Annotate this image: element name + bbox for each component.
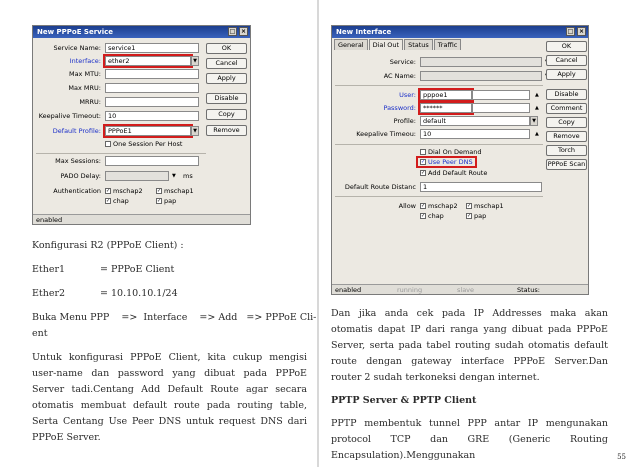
- service-label: Service:: [389, 58, 416, 66]
- add-default-route-checkbox[interactable]: [420, 169, 487, 177]
- checkbox-icon: [420, 149, 426, 155]
- default-route-distance-field[interactable]: 1: [420, 182, 542, 192]
- ok-button[interactable]: OK: [546, 41, 587, 52]
- dropdown-arrow-icon[interactable]: ▼: [191, 126, 199, 136]
- collapse-arrow-icon[interactable]: ▲: [535, 131, 539, 137]
- dropdown-arrow-icon[interactable]: ▼: [172, 173, 176, 179]
- remove-button[interactable]: Remove: [546, 131, 587, 142]
- pppoe-service-window: [32, 25, 251, 225]
- one-session-checkbox[interactable]: [105, 140, 182, 148]
- add-default-route-label: Add Default Route: [428, 169, 488, 177]
- divider: [36, 153, 206, 154]
- password-field[interactable]: ******: [420, 103, 472, 113]
- paragraph: Untuk konfigurasi PPPoE Client, kita cukup mengisi user-name dan password yang dibuat pada PPPoE Server tadi.Centang Add Default Route agar secara otomatis membuat default route pada routing table, Serta Centang Use Peer DNS untuk request DNS dari PPPoE Server.: [32, 352, 307, 443]
- column-divider: [317, 0, 319, 467]
- copy-button[interactable]: Copy: [206, 109, 247, 120]
- window-titlebar: [332, 26, 588, 38]
- tab-general[interactable]: General: [334, 39, 368, 50]
- max-mtu-field[interactable]: [105, 69, 199, 79]
- status-label: Status:: [517, 286, 540, 294]
- service-field[interactable]: [420, 57, 542, 67]
- divider: [335, 144, 543, 145]
- checkmark-icon: ✓: [421, 170, 426, 176]
- allow-mschap2-label: mschap2: [428, 202, 458, 210]
- dial-on-demand-label: Dial On Demand: [428, 148, 482, 156]
- tab-traffic[interactable]: Traffic: [434, 39, 462, 50]
- user-field[interactable]: pppoe1: [420, 90, 472, 100]
- keepalive-field[interactable]: 10: [420, 129, 530, 139]
- keepalive-field[interactable]: 10: [105, 111, 199, 121]
- apply-button[interactable]: Apply: [206, 73, 247, 84]
- service-name-label: Service Name:: [53, 44, 101, 52]
- auth-mschap2-label: mschap2: [113, 187, 143, 195]
- auth-mschap1-label: mschap1: [164, 187, 194, 195]
- ether1-label: Ether1: [32, 264, 66, 275]
- window-titlebar: [33, 26, 250, 38]
- tab-strip: [334, 39, 462, 50]
- maximize-icon[interactable]: □: [229, 28, 236, 35]
- keepalive-label: Keepalive Timeou:: [356, 130, 416, 138]
- window-title: New PPPoE Service: [37, 28, 114, 36]
- status-slave: slave: [457, 286, 475, 294]
- close-icon[interactable]: ×: [578, 28, 585, 35]
- profile-label: Profile:: [393, 117, 416, 125]
- max-mtu-label: Max MTU:: [68, 70, 101, 78]
- torch-button[interactable]: Torch: [546, 145, 587, 156]
- auth-pap-label: pap: [164, 197, 177, 205]
- right-text-column: [331, 306, 608, 464]
- one-session-label: One Session Per Host: [113, 140, 183, 148]
- use-peer-dns-label: Use Peer DNS: [428, 158, 473, 166]
- checkmark-icon: ✓: [106, 188, 111, 194]
- window-title: New Interface: [336, 28, 392, 36]
- max-sessions-field[interactable]: [105, 156, 199, 166]
- max-sessions-label: Max Sessions:: [55, 157, 101, 165]
- dropdown-arrow-icon[interactable]: ▼: [530, 116, 538, 126]
- checkbox-icon: [105, 141, 111, 147]
- ether2-value: = 10.10.10.1/24: [100, 288, 178, 299]
- divider: [335, 196, 543, 197]
- max-mru-field[interactable]: [105, 83, 199, 93]
- paragraph: PPTP membentuk tunnel PPP antar IP mengunakan protocol TCP dan GRE (Generic Routing Encapsulation).Menggunakan: [331, 418, 608, 461]
- pado-unit: ms: [183, 172, 193, 180]
- allow-mschap2-checkbox[interactable]: [420, 202, 458, 210]
- auth-chap-checkbox[interactable]: [105, 197, 129, 205]
- cancel-button[interactable]: Cancel: [206, 58, 247, 69]
- default-profile-label: Default Profile:: [52, 127, 101, 135]
- paragraph: Dan jika anda cek pada IP Addresses maka akan otomatis dapat IP dari ranga yang dibuat pada PPPoE Server, serta pada tabel routing sudah otomatis default route dengan gateway interface PPPoE Server.Dan router 2 sudah terkoneksi dengan internet.: [331, 308, 608, 383]
- pppoe-scan-button[interactable]: PPPoE Scan: [547, 160, 586, 168]
- checkmark-icon: ✓: [467, 213, 472, 219]
- collapse-arrow-icon[interactable]: ▲: [535, 92, 539, 98]
- status-bar: [33, 214, 250, 224]
- interface-label: Interface:: [69, 57, 101, 65]
- pado-delay-field[interactable]: [105, 171, 169, 181]
- ac-name-label: AC Name:: [383, 72, 416, 80]
- max-mru-label: Max MRU:: [68, 84, 101, 92]
- auth-chap-label: chap: [113, 197, 129, 205]
- close-icon[interactable]: ×: [240, 28, 247, 35]
- allow-mschap1-label: mschap1: [474, 202, 504, 210]
- status-running: running: [397, 286, 423, 294]
- status-bar: [332, 284, 588, 294]
- checkmark-icon: ✓: [157, 188, 162, 194]
- auth-pap-checkbox[interactable]: [156, 197, 176, 205]
- allow-chap-label: chap: [428, 212, 444, 220]
- password-field-rest[interactable]: [472, 103, 530, 113]
- allow-pap-label: pap: [474, 212, 487, 220]
- new-interface-window: [331, 25, 589, 295]
- profile-field[interactable]: default: [420, 116, 530, 126]
- apply-button[interactable]: Apply: [546, 69, 587, 80]
- dropdown-arrow-icon[interactable]: ▼: [191, 56, 199, 66]
- user-field-rest[interactable]: [472, 90, 530, 100]
- checkmark-icon: ✓: [421, 213, 426, 219]
- ether1-value: = PPPoE Client: [100, 264, 175, 275]
- page-number: 55: [617, 453, 626, 461]
- auth-mschap2-checkbox[interactable]: [105, 187, 143, 195]
- checkmark-icon: ✓: [421, 203, 426, 209]
- password-label: Password:: [383, 104, 416, 112]
- mrru-label: MRRU:: [79, 98, 101, 106]
- disable-button[interactable]: Disable: [546, 89, 587, 100]
- divider: [335, 85, 543, 86]
- collapse-arrow-icon[interactable]: ▲: [535, 105, 539, 111]
- user-label: User:: [399, 91, 416, 99]
- left-text-column: [32, 238, 317, 446]
- remove-button[interactable]: Remove: [206, 125, 247, 136]
- tab-status[interactable]: Status: [404, 39, 433, 50]
- paragraph: Konfigurasi R2 (PPPoE Client) :: [32, 240, 184, 251]
- maximize-icon[interactable]: □: [567, 28, 574, 35]
- menu-path-continued: ent: [32, 328, 48, 339]
- ether2-line: [32, 286, 307, 302]
- interface-field[interactable]: ether2: [105, 56, 191, 66]
- allow-chap-checkbox[interactable]: [420, 212, 444, 220]
- ok-button[interactable]: OK: [206, 43, 247, 54]
- service-name-field[interactable]: service1: [105, 43, 199, 53]
- section-heading: PPTP Server & PPTP Client: [331, 395, 477, 406]
- default-profile-field[interactable]: PPPoE1: [105, 126, 191, 136]
- disable-button[interactable]: Disable: [206, 93, 247, 104]
- keepalive-label: Keepalive Timeout:: [38, 112, 101, 120]
- comment-button[interactable]: Comment: [546, 103, 587, 114]
- dial-on-demand-checkbox[interactable]: [420, 148, 482, 156]
- mrru-field[interactable]: [105, 97, 199, 107]
- authentication-label: Authentication: [53, 187, 101, 195]
- ether1-line: [32, 262, 307, 278]
- checkmark-icon: ✓: [157, 198, 162, 204]
- tab-dial-out[interactable]: Dial Out: [369, 39, 403, 50]
- checkmark-icon: ✓: [467, 203, 472, 209]
- auth-mschap1-checkbox[interactable]: [156, 187, 194, 195]
- ether2-label: Ether2: [32, 288, 66, 299]
- status-text: enabled: [36, 216, 63, 224]
- checkmark-icon: ✓: [106, 198, 111, 204]
- default-route-distance-label: Default Route Distanc: [344, 183, 416, 191]
- pado-delay-label: PADO Delay:: [60, 172, 101, 180]
- copy-button[interactable]: Copy: [546, 117, 587, 128]
- cancel-button[interactable]: Cancel: [546, 55, 587, 66]
- allow-pap-checkbox[interactable]: [466, 212, 486, 220]
- status-enabled: enabled: [335, 286, 362, 294]
- allow-mschap1-checkbox[interactable]: [466, 202, 504, 210]
- use-peer-dns-checkbox[interactable]: [418, 158, 475, 166]
- checkmark-icon: ✓: [421, 159, 426, 165]
- allow-label: Allow: [398, 202, 416, 210]
- menu-path: Buka Menu PPP => Interface => Add => PPPoE Cli-: [32, 312, 317, 323]
- ac-name-field[interactable]: [420, 71, 542, 81]
